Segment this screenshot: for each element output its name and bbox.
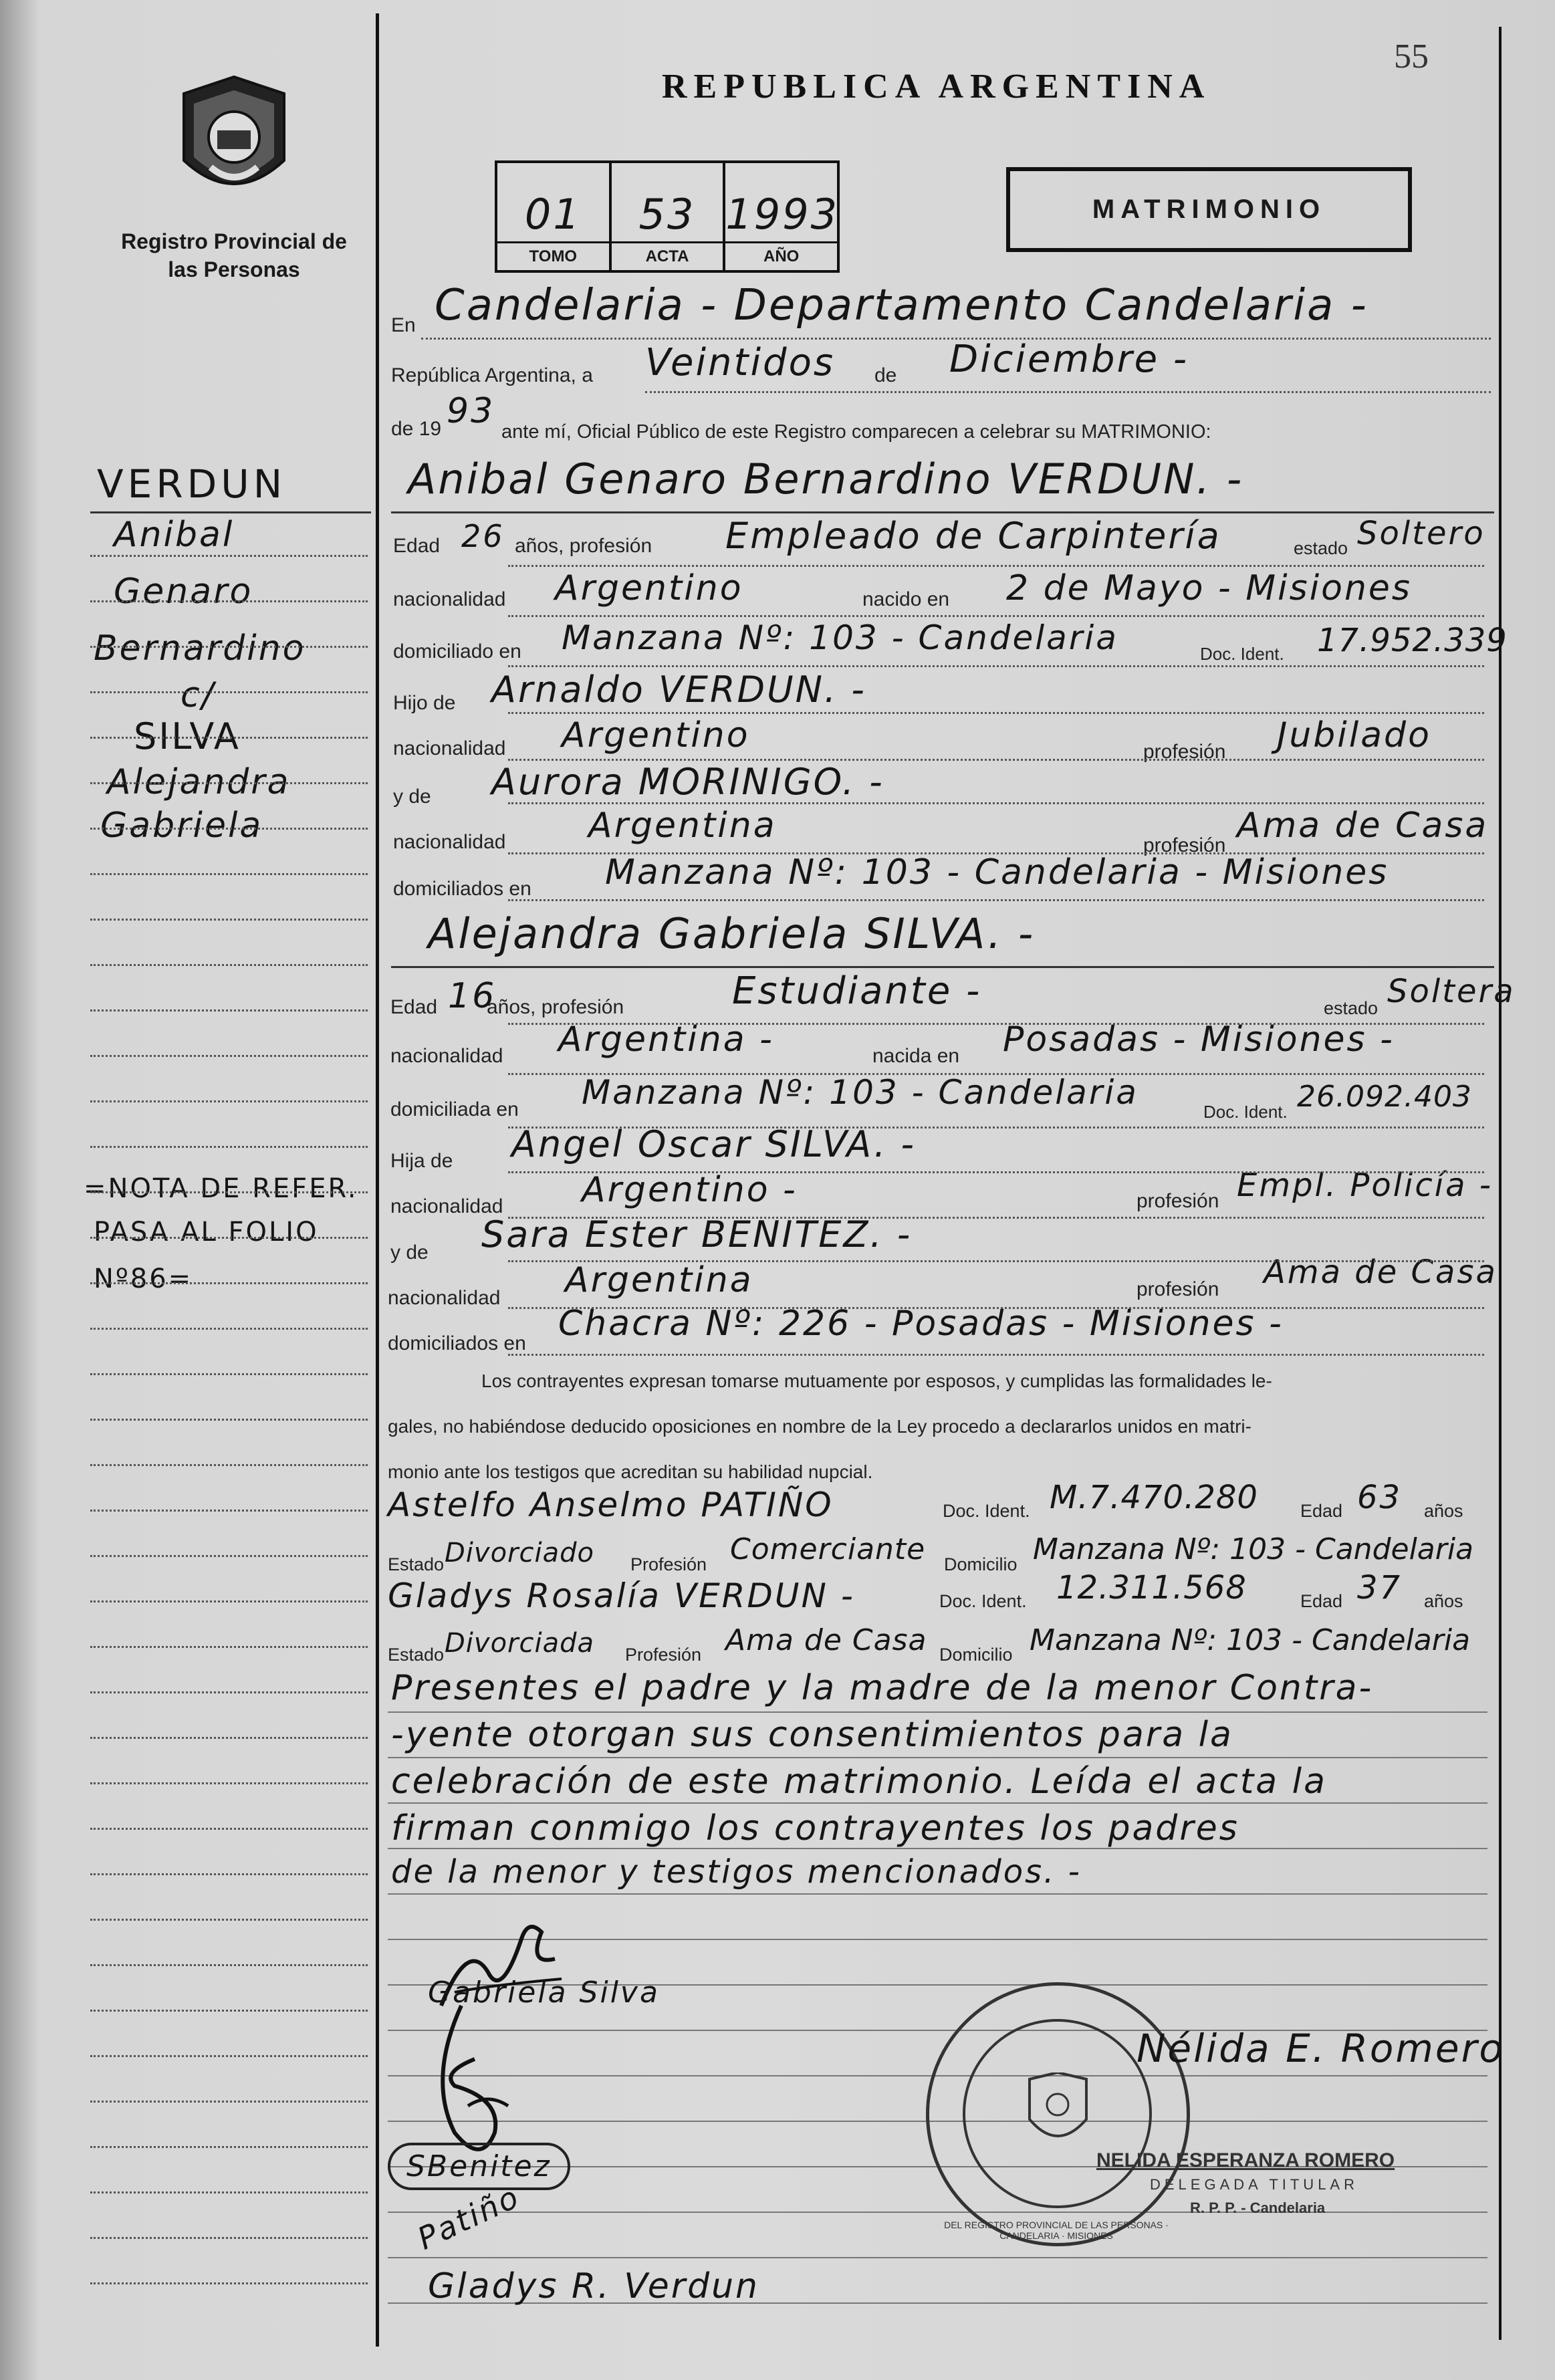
bride-domicilio: Manzana Nº: 103 - Candelaria — [582, 1073, 1139, 1112]
year-prefix: de 19 — [391, 418, 442, 440]
bride-estado-label: estado — [1324, 998, 1379, 1018]
margin-ruling-line — [90, 919, 368, 921]
margin-ruling-line — [90, 782, 368, 784]
margin-name-4: c/ — [181, 675, 216, 715]
groom-nacido-en: 2 de Mayo - Misiones — [1006, 568, 1412, 608]
registry-logo — [170, 74, 297, 207]
acta-boxes — [495, 160, 840, 273]
witness-2-edad-label: Edad — [1300, 1591, 1343, 1611]
witness-1-edad-label: Edad — [1300, 1501, 1343, 1521]
form-ruling-line — [508, 1260, 1484, 1262]
bride-father-nac: Argentino - — [582, 1170, 798, 1210]
margin-ruling-line — [90, 1464, 368, 1466]
anio-value: 1993 — [725, 190, 840, 239]
de-label: de — [874, 364, 897, 386]
groom-dom-label: domiciliado en — [393, 640, 521, 663]
tomo-box — [497, 163, 612, 270]
margin-ruling-line — [90, 1191, 368, 1193]
notes-line-3: celebración de este matrimonio. Leída el acta la — [391, 1762, 1327, 1802]
witness-2-name: Gladys Rosalía VERDUN - — [388, 1576, 855, 1615]
acta-label: ACTA — [612, 241, 723, 270]
groom-mother-prof-label: profesión — [1143, 834, 1226, 856]
witness-1-doc-label: Doc. Ident. — [943, 1501, 1030, 1521]
groom-parents-dom: Manzana Nº: 103 - Candelaria - Misiones — [605, 852, 1389, 892]
margin-name-1: Anibal — [114, 515, 235, 555]
form-ruling-line — [508, 1023, 1484, 1025]
margin-ruling-line — [90, 964, 368, 966]
groom-doc-label: Doc. Ident. — [1200, 644, 1284, 664]
form-ruling-line — [508, 1217, 1484, 1219]
anio-label: AÑO — [725, 241, 837, 270]
right-margin-border — [1499, 27, 1502, 2340]
margin-ruling-line — [90, 2191, 368, 2193]
margin-note-2: PASA AL FOLIO — [94, 1217, 319, 1247]
bride-edad: 16 — [448, 976, 497, 1016]
bride-profesion-label: años, profesión — [487, 996, 624, 1018]
bride-profesion: Estudiante - — [732, 969, 982, 1013]
margin-ruling-line — [90, 1237, 368, 1239]
margin-name-2: Genaro — [114, 572, 253, 612]
form-ruling-line — [508, 1307, 1484, 1309]
margin-name-7: Gabriela — [100, 806, 263, 846]
groom-hijo-label: Hijo de — [393, 692, 456, 714]
margin-ruling-line — [90, 1282, 368, 1284]
signature-witness-2: Gladys R. Verdun — [428, 2266, 760, 2306]
margin-ruling-line — [90, 1555, 368, 1557]
bride-mother-prof: Ama de Casa — [1264, 1254, 1498, 1291]
country-title: REPUBLICA ARGENTINA — [662, 68, 1211, 106]
witness-1-estado-label: Estado — [388, 1554, 445, 1574]
bride-edad-label: Edad — [390, 996, 438, 1018]
tomo-label: TOMO — [497, 241, 609, 270]
acta-box — [612, 163, 726, 270]
witness-1-profesion: Comerciante — [730, 1532, 926, 1566]
groom-parents-dom-label: domiciliados en — [393, 878, 531, 900]
form-ruling-line — [508, 802, 1484, 804]
margin-ruling-line — [90, 873, 368, 875]
bride-father-prof-label: profesión — [1137, 1190, 1219, 1212]
form-ruling-line — [508, 899, 1484, 901]
groom-name: Anibal Genaro Bernardino VERDUN. - — [408, 455, 1244, 503]
groom-estado-label: estado — [1294, 538, 1348, 558]
officer-office: R. P. P. - Candelaria — [1190, 2199, 1326, 2216]
signature-witness-1: Patiño — [412, 2178, 525, 2257]
groom-mother-prof: Ama de Casa — [1237, 806, 1489, 846]
day-value: Veintidos — [645, 341, 836, 384]
bride-parents-dom: Chacra Nº: 226 - Posadas - Misiones - — [558, 1304, 1284, 1344]
form-ruling-line — [508, 1073, 1484, 1075]
form-ruling-line — [508, 759, 1484, 761]
notes-ruling-line — [388, 1893, 1487, 1895]
signature-bride: Gabriela Silva — [428, 1976, 660, 2010]
notes-ruling-line — [388, 2257, 1487, 2258]
form-ruling-line — [508, 712, 1484, 714]
groom-doc: 17.952.339 — [1317, 622, 1508, 659]
margin-ruling-line — [90, 2055, 368, 2057]
doc-type-box: MATRIMONIO — [1006, 167, 1412, 252]
margin-ruling-line — [90, 1328, 368, 1330]
witness-2-profesion: Ama de Casa — [725, 1623, 927, 1657]
bride-doc: 26.092.403 — [1297, 1080, 1472, 1114]
witness-1-estado: Divorciado — [445, 1538, 594, 1568]
form-ruling-line — [508, 565, 1484, 567]
notes-ruling-line — [388, 1757, 1487, 1758]
margin-ruling-line — [90, 1919, 368, 1921]
notes-line-5: de la menor y testigos mencionados. - — [391, 1853, 1082, 1891]
witness-2-doc: 12.311.568 — [1056, 1569, 1247, 1606]
notes-ruling-line — [388, 1711, 1487, 1713]
margin-ruling-line — [90, 2237, 368, 2239]
notes-line-1: Presentes el padre y la madre de la menor Contra- — [391, 1668, 1374, 1708]
left-margin-border — [376, 13, 379, 2347]
notes-line-2: -yente otorgan sus consentimientos para la — [391, 1715, 1233, 1755]
form-ruling-line — [508, 1171, 1484, 1173]
margin-ruling-line — [90, 1055, 368, 1057]
witness-2-doc-label: Doc. Ident. — [939, 1591, 1027, 1611]
year-suffix: 93 — [447, 391, 495, 431]
groom-father-nac-label: nacionalidad — [393, 737, 506, 759]
declaration-line-2: gales, no habiéndose deducido oposiciones en nombre de la Ley procedo a declararlos unidos en matri- — [388, 1416, 1251, 1437]
anio-box — [725, 163, 840, 270]
groom-profesion-label: años, profesión — [515, 535, 652, 557]
en-label: En — [391, 314, 416, 336]
margin-name-3: Bernardino — [94, 628, 306, 669]
bride-name: Alejandra Gabriela SILVA. - — [428, 909, 1036, 958]
witness-1-domicilio-label: Domicilio — [944, 1554, 1018, 1574]
margin-ruling-line — [90, 1419, 368, 1421]
margin-ruling-line — [90, 600, 368, 602]
groom-father-prof-label: profesión — [1143, 741, 1226, 763]
margin-ruling-line — [90, 737, 368, 739]
margin-name-6: Alejandra — [107, 762, 291, 802]
witness-1-profesion-label: Profesión — [630, 1554, 707, 1574]
groom-nacido-label: nacido en — [862, 588, 950, 610]
bride-father-prof: Empl. Policía - — [1237, 1167, 1493, 1204]
date-line — [645, 391, 1491, 393]
bride-nacida-label: nacida en — [872, 1045, 960, 1067]
margin-rule — [90, 511, 371, 513]
bride-mother-prof-label: profesión — [1137, 1278, 1219, 1300]
groom-estado: Soltero — [1357, 515, 1485, 552]
groom-father-prof: Jubilado — [1277, 715, 1431, 755]
margin-ruling-line — [90, 1100, 368, 1102]
groom-mother: Aurora MORINIGO. - — [491, 761, 884, 803]
witness-2-edad: 37 — [1357, 1569, 1403, 1606]
declaration-line-1: Los contrayentes expresan tomarse mutuamente por esposos, y cumplidas las formalidades le- — [481, 1371, 1272, 1391]
margin-ruling-line — [90, 1373, 368, 1375]
form-ruling-line — [508, 852, 1484, 854]
groom-profesion: Empleado de Carpintería — [725, 515, 1221, 557]
groom-yde-label: y de — [393, 786, 431, 808]
margin-ruling-line — [90, 1828, 368, 1830]
page-number: 55 — [1394, 37, 1429, 76]
margin-ruling-line — [90, 2282, 368, 2284]
groom-edad: 26 — [461, 518, 505, 554]
bride-father: Angel Oscar SILVA. - — [511, 1123, 917, 1165]
signature-mother: SBenitez — [388, 2143, 570, 2190]
officer-name: NELIDA ESPERANZA ROMERO — [1096, 2149, 1395, 2171]
groom-domicilio: Manzana Nº: 103 - Candelaria — [562, 618, 1118, 657]
margin-ruling-line — [90, 2101, 368, 2103]
month-value: Diciembre - — [949, 338, 1189, 381]
bride-dom-label: domiciliada en — [390, 1098, 519, 1120]
margin-ruling-line — [90, 1691, 368, 1693]
witness-1-edad: 63 — [1357, 1479, 1403, 1516]
witness-2-estado: Divorciada — [445, 1628, 595, 1659]
witness-1-domicilio: Manzana Nº: 103 - Candelaria — [1033, 1532, 1474, 1566]
officer-title: DELEGADA TITULAR — [1150, 2176, 1358, 2193]
witness-1-anos-label: años — [1424, 1501, 1463, 1521]
witness-2-profesion-label: Profesión — [625, 1645, 702, 1665]
seal-emblem — [1026, 2072, 1090, 2149]
bride-nac-label: nacionalidad — [390, 1045, 503, 1067]
bride-mother-nac: Argentina — [565, 1260, 753, 1300]
margin-surname: VERDUN — [97, 461, 287, 507]
witness-2-anos-label: años — [1424, 1591, 1463, 1611]
margin-ruling-line — [90, 1737, 368, 1739]
place-value: Candelaria - Departamento Candelaria - — [435, 281, 1368, 330]
notes-line-4: firman conmigo los contrayentes los padres — [391, 1808, 1239, 1849]
notes-ruling-line — [388, 1848, 1487, 1849]
margin-ruling-line — [90, 1510, 368, 1512]
groom-nacionalidad: Argentino — [555, 568, 743, 608]
groom-mother-nac-label: nacionalidad — [393, 831, 506, 853]
officer-signature: Nélida E. Romero — [1137, 2026, 1505, 2071]
comparecen-text: ante mí, Oficial Público de este Registro comparecen a celebrar su MATRIMONIO: — [501, 421, 1211, 443]
bride-nacida-en: Posadas - Misiones - — [1003, 1020, 1395, 1060]
margin-ruling-line — [90, 1646, 368, 1648]
form-ruling-line — [508, 665, 1484, 667]
groom-mother-nac: Argentina — [588, 806, 777, 846]
republica-label: República Argentina, a — [391, 364, 593, 386]
bride-yde-label: y de — [390, 1241, 429, 1264]
margin-ruling-line — [90, 1146, 368, 1148]
margin-ruling-line — [90, 555, 368, 557]
margin-ruling-line — [90, 1600, 368, 1602]
groom-edad-label: Edad — [393, 535, 441, 557]
witness-1-doc: M.7.470.280 — [1050, 1479, 1258, 1516]
bride-nacionalidad: Argentina - — [558, 1020, 774, 1060]
registry-name: Registro Provincial de las Personas — [121, 229, 347, 281]
margin-ruling-line — [90, 646, 368, 648]
groom-nac-label: nacionalidad — [393, 588, 506, 610]
notes-ruling-line — [388, 1802, 1487, 1804]
margin-ruling-line — [90, 2010, 368, 2012]
acta-value: 53 — [638, 190, 696, 239]
margin-ruling-line — [90, 1009, 368, 1012]
margin-ruling-line — [90, 1964, 368, 1966]
bride-estado: Soltera — [1387, 973, 1516, 1010]
margin-ruling-line — [90, 2146, 368, 2148]
margin-ruling-line — [90, 828, 368, 830]
bride-rule — [391, 966, 1494, 968]
tomo-value: 01 — [524, 190, 582, 239]
form-ruling-line — [508, 615, 1484, 617]
groom-rule — [391, 511, 1494, 513]
bride-mother: Sara Ester BENITEZ. - — [481, 1213, 913, 1256]
margin-note-3: Nº86= — [94, 1264, 193, 1294]
groom-father: Arnaldo VERDUN. - — [491, 669, 866, 711]
bride-mother-nac-label: nacionalidad — [388, 1287, 501, 1309]
witness-2-domicilio: Manzana Nº: 103 - Candelaria — [1030, 1623, 1471, 1657]
witness-1-name: Astelfo Anselmo PATIÑO — [388, 1485, 834, 1524]
form-ruling-line — [508, 1126, 1484, 1128]
bride-father-nac-label: nacionalidad — [390, 1195, 503, 1217]
seal-text: DEL REGISTRO PROVINCIAL DE LAS PERSONAS · CANDELARIA · MISIONES — [944, 2220, 1169, 2241]
bride-doc-label: Doc. Ident. — [1203, 1102, 1288, 1122]
margin-ruling-line — [90, 1782, 368, 1784]
official-seal — [926, 1982, 1190, 2246]
witness-2-estado-label: Estado — [388, 1645, 445, 1665]
bride-hija-label: Hija de — [390, 1150, 453, 1172]
margin-ruling-line — [90, 691, 368, 693]
margin-name-5: SILVA — [134, 715, 241, 757]
margin-note-1: =NOTA DE REFER. — [84, 1173, 358, 1204]
groom-father-nac: Argentino — [562, 715, 750, 755]
margin-ruling-line — [90, 1873, 368, 1875]
witness-2-domicilio-label: Domicilio — [939, 1645, 1013, 1665]
declaration-line-3: monio ante los testigos que acreditan su habilidad nupcial. — [388, 1461, 873, 1482]
bride-parents-dom-label: domiciliados en — [388, 1332, 526, 1354]
form-ruling-line — [508, 1354, 1484, 1356]
